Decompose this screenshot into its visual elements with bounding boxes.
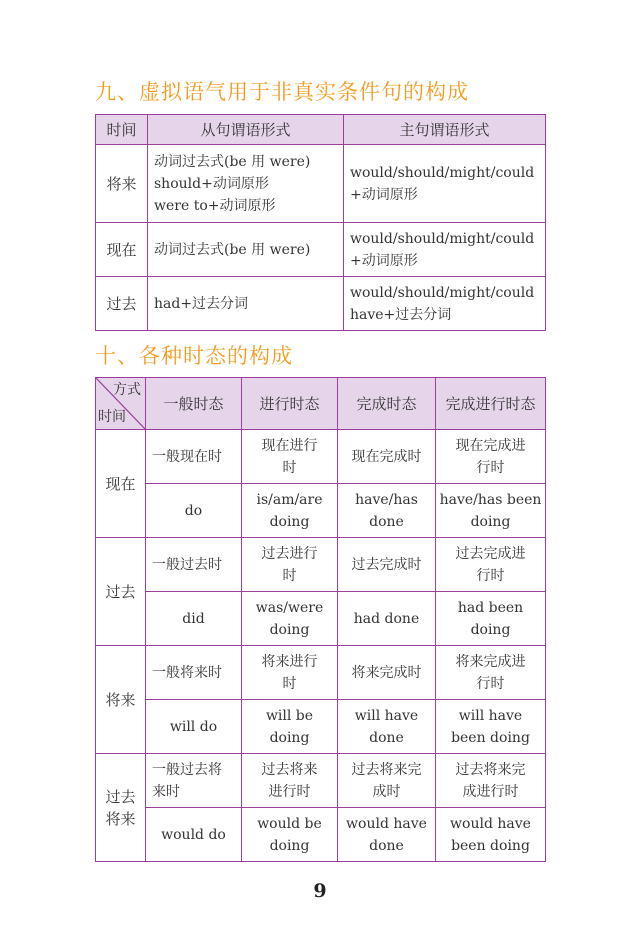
- table-row: [96, 223, 546, 277]
- row-time: 将来: [96, 145, 148, 223]
- tense-form-line: doing: [269, 621, 310, 638]
- tense-name-line: 一般现在时: [152, 448, 222, 465]
- header-main: 主句谓语形式: [344, 115, 546, 145]
- tense-name-cell: [242, 646, 338, 700]
- clause-form: [148, 145, 344, 223]
- tense-name-line: 时: [282, 459, 297, 476]
- subjunctive-header-row: [96, 115, 546, 145]
- tense-form-cell: [242, 484, 338, 538]
- main-form: [344, 277, 546, 331]
- tense-name-line: 行时: [476, 567, 505, 584]
- tense-name-line: 过去进行: [261, 545, 318, 562]
- tense-form-cell: [436, 808, 546, 862]
- time-line: 将来: [105, 690, 136, 709]
- tense-name-cell: [436, 538, 546, 592]
- tense-form-cell: [242, 700, 338, 754]
- tense-form-line: would have: [346, 815, 427, 832]
- tense-form-line: doing: [269, 513, 310, 530]
- tense-form-line: will have: [458, 707, 523, 724]
- table-row: [96, 592, 546, 646]
- tense-form-cell: [146, 700, 242, 754]
- tense-form-cell: [338, 484, 436, 538]
- time-line: 过去: [105, 787, 136, 806]
- tense-table: [95, 377, 546, 862]
- tense-name-cell: [338, 646, 436, 700]
- tense-name-line: 时: [282, 567, 297, 584]
- tense-form-line: doing: [470, 621, 511, 638]
- tense-form-line: will be: [265, 707, 314, 724]
- tense-form-line: doing: [269, 837, 310, 854]
- clause-line: had+过去分词: [154, 295, 249, 312]
- table-row: [96, 484, 546, 538]
- tense-name-line: 将来进行: [261, 653, 318, 670]
- tense-name-line: 现在完成时: [351, 448, 422, 465]
- table-row: [96, 646, 546, 700]
- tense-header-row: [96, 378, 546, 430]
- tense-form-cell: [146, 808, 242, 862]
- header-clause: 从句谓语形式: [148, 115, 344, 145]
- tense-name-line: 一般将来时: [152, 664, 222, 681]
- page-number: 9: [313, 880, 327, 902]
- tense-form-line: have/has: [355, 491, 418, 508]
- main-line: would/should/might/could: [350, 284, 535, 301]
- header-progressive: 进行时态: [242, 378, 338, 430]
- time-line: 将来: [105, 809, 136, 828]
- tense-form-line: would be: [257, 815, 322, 832]
- time-line: 过去: [105, 582, 136, 601]
- main-line: would/should/might/could: [350, 230, 535, 247]
- tense-name-cell: [436, 646, 546, 700]
- tense-name-line: 过去将来: [261, 761, 318, 778]
- tense-name-line: 将来完成时: [351, 664, 422, 681]
- header-perfect: 完成时态: [338, 378, 436, 430]
- tense-form-cell: [436, 484, 546, 538]
- tense-name-cell: [146, 754, 242, 808]
- corner-top-label: 方式: [113, 382, 141, 398]
- table-row: [96, 700, 546, 754]
- subjunctive-table: [95, 114, 546, 331]
- tense-form-line: done: [369, 729, 404, 746]
- table-row: [96, 754, 546, 808]
- tense-form-line: done: [369, 837, 404, 854]
- tense-name-cell: [242, 538, 338, 592]
- tense-form-line: will have: [354, 707, 419, 724]
- tense-time-label: [96, 430, 146, 538]
- tense-form-line: was/were: [255, 599, 324, 616]
- tense-form-cell: [146, 592, 242, 646]
- tense-form-cell: [338, 808, 436, 862]
- main-line: would/should/might/could: [350, 164, 535, 181]
- tense-name-line: 行时: [476, 459, 505, 476]
- tense-name-cell: [242, 430, 338, 484]
- tense-name-line: 现在进行: [261, 437, 318, 454]
- main-line: +动词原形: [350, 186, 418, 203]
- tense-form-line: been doing: [451, 837, 530, 854]
- table-row: [96, 808, 546, 862]
- tense-name-cell: [242, 754, 338, 808]
- tense-name-line: 将来完成进: [455, 653, 526, 670]
- tense-name-line: 成进行时: [462, 783, 519, 800]
- tense-form-line: do: [184, 502, 203, 519]
- clause-form: [148, 277, 344, 331]
- tense-form-cell: [146, 484, 242, 538]
- tense-form-line: been doing: [451, 729, 530, 746]
- tense-body: [96, 430, 546, 862]
- tense-form-line: done: [369, 513, 404, 530]
- corner-cell: [96, 378, 146, 430]
- header-perfect-progressive: 完成进行时态: [436, 378, 546, 430]
- main-form: [344, 145, 546, 223]
- row-time: 现在: [96, 223, 148, 277]
- tense-form-cell: [436, 700, 546, 754]
- main-line: +动词原形: [350, 252, 418, 269]
- tense-form-line: doing: [269, 729, 310, 746]
- tense-form-line: would have: [450, 815, 531, 832]
- tense-name-cell: [146, 430, 242, 484]
- clause-line: 动词过去式(be 用 were): [154, 153, 311, 170]
- tense-name-line: 时: [282, 675, 297, 692]
- tense-form-cell: [242, 808, 338, 862]
- clause-line: should+动词原形: [154, 175, 269, 192]
- corner-bottom-label: 时间: [98, 409, 126, 425]
- table-row: [96, 145, 546, 223]
- tense-form-line: have/has been: [439, 491, 542, 508]
- tense-name-cell: [436, 754, 546, 808]
- row-time: 过去: [96, 277, 148, 331]
- tense-name-line: 过去将来完: [455, 761, 526, 778]
- clause-line: were to+动词原形: [154, 197, 276, 214]
- tense-form-line: would do: [161, 826, 226, 843]
- tense-time-label: [96, 754, 146, 862]
- tense-name-line: 进行时: [268, 783, 311, 800]
- clause-line: 动词过去式(be 用 were): [154, 241, 311, 258]
- tense-name-cell: [338, 754, 436, 808]
- header-simple: 一般时态: [146, 378, 242, 430]
- tense-name-cell: [338, 538, 436, 592]
- tense-form-line: doing: [470, 513, 511, 530]
- tense-name-cell: [338, 430, 436, 484]
- tense-form-line: did: [182, 610, 205, 627]
- tense-form-cell: [338, 592, 436, 646]
- tense-form-line: had been: [457, 599, 524, 616]
- time-line: 现在: [105, 474, 136, 493]
- tense-name-line: 成时: [372, 783, 401, 800]
- tense-name-cell: [146, 538, 242, 592]
- tense-name-line: 过去完成时: [351, 556, 422, 573]
- tense-time-label: [96, 646, 146, 754]
- tense-time-label: [96, 538, 146, 646]
- tense-name-line: 过去完成进: [455, 545, 526, 562]
- tense-name-line: 一般过去将: [152, 761, 222, 778]
- header-time: 时间: [96, 115, 148, 145]
- tense-name-line: 过去将来完: [351, 761, 422, 778]
- clause-form: [148, 223, 344, 277]
- main-form: [344, 223, 546, 277]
- tense-name-cell: [146, 646, 242, 700]
- tense-form-cell: [338, 700, 436, 754]
- section10-title: 十、各种时态的构成: [95, 344, 293, 368]
- table-row: [96, 277, 546, 331]
- tense-name-line: 现在完成进: [455, 437, 526, 454]
- main-line: have+过去分词: [350, 306, 452, 323]
- tense-form-line: is/am/are: [256, 491, 323, 508]
- table-row: [96, 430, 546, 484]
- tense-name-cell: [436, 430, 546, 484]
- tense-form-line: had done: [353, 610, 420, 627]
- tense-name-line: 一般过去时: [152, 556, 222, 573]
- tense-name-line: 来时: [152, 783, 180, 800]
- section9-title: 九、虚拟语气用于非真实条件句的构成: [95, 80, 469, 104]
- table-row: [96, 538, 546, 592]
- tense-form-line: will do: [169, 718, 218, 735]
- tense-form-cell: [242, 592, 338, 646]
- tense-form-cell: [436, 592, 546, 646]
- tense-name-line: 行时: [476, 675, 505, 692]
